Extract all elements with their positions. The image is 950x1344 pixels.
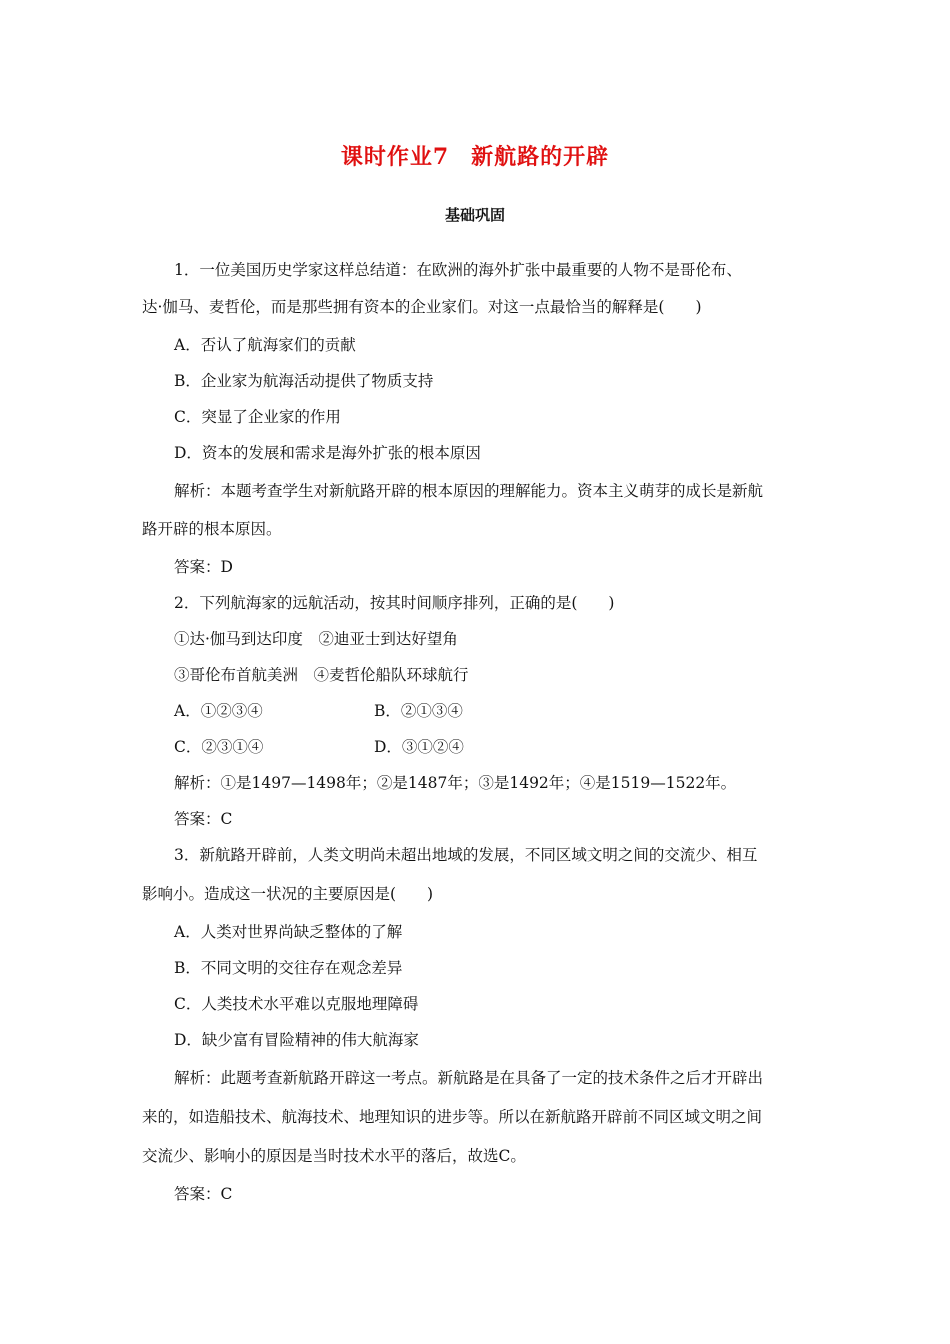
q1-option-a: A．否认了航海家们的贡献 [174,336,356,354]
q2-option-a: A．①②③④ [174,702,263,720]
q1-stem-line1: 1．一位美国历史学家这样总结道：在欧洲的海外扩张中最重要的人物不是哥伦布、 [174,261,742,279]
q1-option-c: C．突显了企业家的作用 [174,408,341,426]
q3-option-c: C．人类技术水平难以克服地理障碍 [174,995,419,1013]
q1-option-d: D．资本的发展和需求是海外扩张的根本原因 [174,444,481,462]
page-title [0,140,950,171]
q2-option-c: C．②③①④ [174,738,264,756]
q2-analysis: 解析：①是1497—1498年；②是1487年；③是1492年；④是1519—1522年。 [174,774,737,792]
q2-option-d: D．③①②④ [374,738,464,756]
title-topic: 新航路的开辟 [471,144,610,170]
q2-items-line2: ③哥伦布首航美洲 ④麦哲伦船队环球航行 [174,666,469,684]
title-lesson: 课时作业7 [340,144,450,170]
q3-analysis-line1: 解析：此题考查新航路开辟这一考点。新航路是在具备了一定的技术条件之后才开辟出 [174,1069,764,1087]
q3-analysis-line2: 来的，如造船技术、航海技术、地理知识的进步等。所以在新航路开辟前不同区域文明之间 [142,1108,763,1126]
q1-answer: 答案：D [174,558,233,576]
q1-stem-line2: 达·伽马、麦哲伦，而是那些拥有资本的企业家们。对这一点最恰当的解释是( ) [142,298,702,316]
q2-stem: 2．下列航海家的远航活动，按其时间顺序排列，正确的是( ) [174,594,615,612]
q2-option-b: B．②①③④ [374,702,463,720]
q2-items-line1: ①达·伽马到达印度 ②迪亚士到达好望角 [174,630,458,648]
q2-options-row1 [174,701,854,721]
q3-stem-line1: 3．新航路开辟前，人类文明尚未超出地域的发展，不同区域文明之间的交流少、相互 [174,846,758,864]
section-heading: 基础巩固 [444,206,505,224]
q3-option-d: D．缺少富有冒险精神的伟大航海家 [174,1031,419,1049]
q1-analysis-line1: 解析：本题考查学生对新航路开辟的根本原因的理解能力。资本主义萌芽的成长是新航 [174,482,764,500]
q1-option-b: B．企业家为航海活动提供了物质支持 [174,372,434,390]
q2-options-row2 [174,737,854,757]
q3-option-a: A．人类对世界尚缺乏整体的了解 [174,923,403,941]
q3-analysis-line3: 交流少、影响小的原因是当时技术水平的落后，故选C。 [142,1147,526,1165]
q3-option-b: B．不同文明的交往存在观念差异 [174,959,403,977]
q2-answer: 答案：C [174,810,233,828]
q3-stem-line2: 影响小。造成这一状况的主要原因是( ) [142,885,434,903]
q3-answer: 答案：C [174,1185,233,1203]
q1-analysis-line2: 路开辟的根本原因。 [142,520,282,538]
